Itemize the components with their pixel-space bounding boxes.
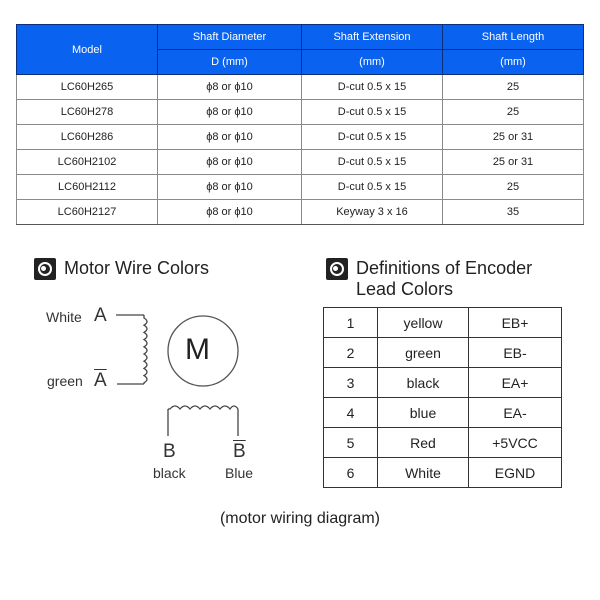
cell-signal: EB- — [469, 338, 562, 368]
table-row — [17, 175, 584, 200]
table-row — [17, 200, 584, 225]
cell-num: 4 — [324, 398, 378, 428]
cell-length: 35 — [443, 200, 584, 225]
cell-length: 25 or 31 — [443, 150, 584, 175]
cell-length: 25 or 31 — [443, 125, 584, 150]
cell-extension: D-cut 0.5 x 15 — [302, 100, 443, 125]
cell-num: 5 — [324, 428, 378, 458]
phase-b-color: black — [153, 465, 186, 481]
table-row — [17, 75, 584, 100]
table-row — [17, 125, 584, 150]
phase-b-bar-letter: $\overline{B}$ — [233, 441, 246, 462]
header-shaft-extension-unit: (mm) — [302, 50, 443, 75]
cell-num: 2 — [324, 338, 378, 368]
header-shaft-length: Shaft Length — [443, 25, 584, 50]
cell-diameter: ϕ8 or ϕ10 — [158, 200, 302, 225]
cell-signal: EGND — [469, 458, 562, 488]
cell-color: Red — [378, 428, 469, 458]
table-row — [324, 458, 562, 488]
cell-length: 25 — [443, 175, 584, 200]
encoder-title-line1: Definitions of Encoder — [356, 258, 533, 278]
header-shaft-extension: Shaft Extension — [302, 25, 443, 50]
cell-num: 1 — [324, 308, 378, 338]
table-row — [17, 150, 584, 175]
phase-a-color: White — [46, 309, 82, 325]
cell-model: LC60H2102 — [17, 150, 158, 175]
cell-diameter: ϕ8 or ϕ10 — [158, 150, 302, 175]
cell-num: 3 — [324, 368, 378, 398]
cell-extension: D-cut 0.5 x 15 — [302, 125, 443, 150]
table-row — [324, 338, 562, 368]
cell-diameter: ϕ8 or ϕ10 — [158, 125, 302, 150]
phase-a-bar-color: green — [47, 373, 83, 389]
cell-diameter: ϕ8 or ϕ10 — [158, 100, 302, 125]
cell-extension: D-cut 0.5 x 15 — [302, 150, 443, 175]
cell-signal: EB+ — [469, 308, 562, 338]
phase-b-bar-color: Blue — [225, 465, 254, 481]
cell-extension: Keyway 3 x 16 — [302, 200, 443, 225]
phase-a-coil-icon — [116, 315, 147, 384]
phase-b-letter: B — [163, 441, 176, 462]
cell-num: 6 — [324, 458, 378, 488]
header-shaft-length-unit: (mm) — [443, 50, 584, 75]
target-icon — [34, 258, 56, 280]
motor-label: M — [185, 333, 210, 366]
cell-model: LC60H2127 — [17, 200, 158, 225]
cell-signal: +5VCC — [469, 428, 562, 458]
cell-signal: EA- — [469, 398, 562, 428]
phase-b-coil-icon — [168, 406, 238, 436]
cell-color: blue — [378, 398, 469, 428]
cell-diameter: ϕ8 or ϕ10 — [158, 75, 302, 100]
encoder-title-line2: Lead Colors — [356, 279, 454, 299]
header-shaft-diameter: Shaft Diameter — [158, 25, 302, 50]
table-row — [324, 308, 562, 338]
shaft-spec-table — [16, 24, 584, 225]
cell-extension: D-cut 0.5 x 15 — [302, 175, 443, 200]
cell-color: black — [378, 368, 469, 398]
cell-model: LC60H265 — [17, 75, 158, 100]
table-row — [324, 428, 562, 458]
phase-a-letter: A — [94, 305, 107, 326]
cell-extension: D-cut 0.5 x 15 — [302, 75, 443, 100]
header-model: Model — [17, 25, 158, 75]
phase-a-bar-letter: $\overline{A}$ — [94, 370, 107, 391]
cell-diameter: ϕ8 or ϕ10 — [158, 175, 302, 200]
motor-wire-title: Motor Wire Colors — [64, 258, 210, 278]
cell-length: 25 — [443, 75, 584, 100]
table-row — [324, 398, 562, 428]
diagram-caption: (motor wiring diagram) — [219, 510, 381, 527]
cell-color: yellow — [378, 308, 469, 338]
target-icon — [326, 258, 348, 280]
cell-length: 25 — [443, 100, 584, 125]
cell-color: White — [378, 458, 469, 488]
table-row — [324, 368, 562, 398]
encoder-lead-table — [323, 307, 562, 488]
cell-signal: EA+ — [469, 368, 562, 398]
cell-model: LC60H286 — [17, 125, 158, 150]
cell-model: LC60H2112 — [17, 175, 158, 200]
cell-color: green — [378, 338, 469, 368]
cell-model: LC60H278 — [17, 100, 158, 125]
table-row — [17, 100, 584, 125]
header-shaft-diameter-unit: D (mm) — [158, 50, 302, 75]
